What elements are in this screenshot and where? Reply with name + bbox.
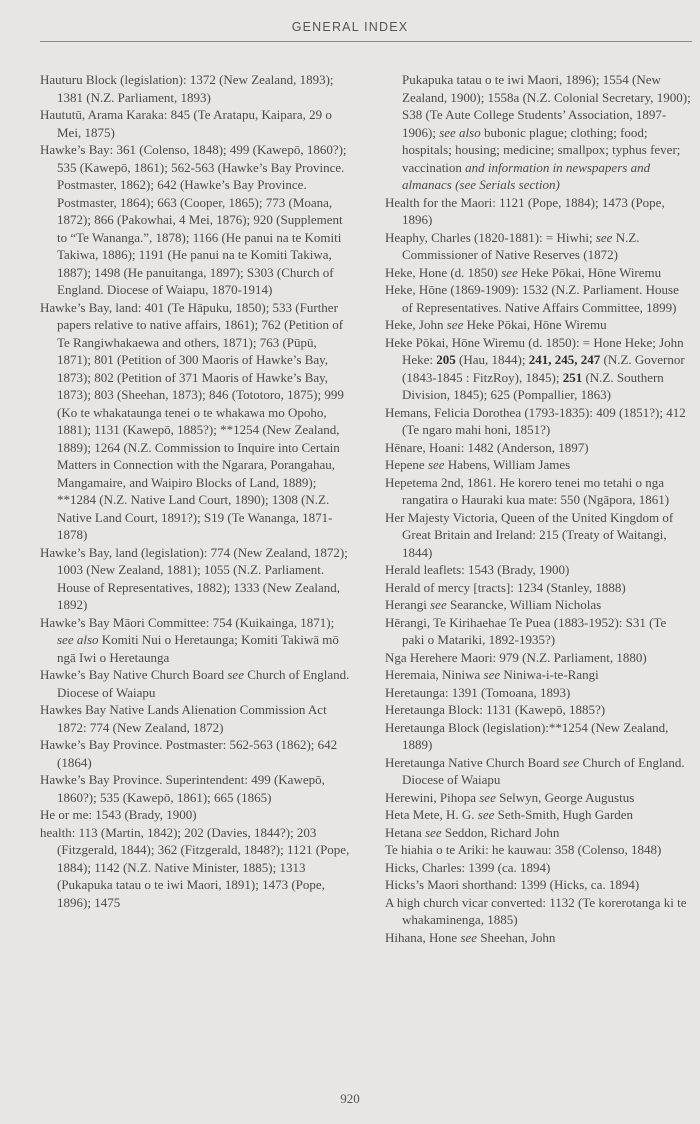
index-entry bbox=[385, 614, 691, 649]
index-entry bbox=[40, 824, 350, 912]
index-entry-text: Heta Mete, H. G. bbox=[385, 807, 478, 822]
index-entry-text: Hetana bbox=[385, 824, 426, 840]
index-entry bbox=[40, 701, 350, 736]
index-entry bbox=[385, 194, 691, 229]
index-entry bbox=[385, 719, 691, 754]
index-entry bbox=[385, 684, 691, 702]
index-entry-text: health: 113 (Martin, 1842); 202 (Davies, 1844?); 203 (Fitzgerald, 1844); 362 (Fitzgerald, 1848?); 1121 (Pope, 1884); 1142 (N.Z. Native Minister, 1885); 1313 (Pukapuka tatau o te iwi Maori, 1891); 1473 (Pope, 1896); 1475 bbox=[40, 824, 350, 910]
index-entry bbox=[385, 789, 691, 807]
index-entry-text: 251 bbox=[562, 369, 583, 385]
index-entry-text: bubonic plague; clothing; food; hospitals; housing; medicine; smallpox; typhus fever; vaccination bbox=[402, 124, 681, 175]
index-entry-text: Heretaunga Block: 1131 (Kawepō, 1885?) bbox=[385, 702, 606, 717]
index-entry-text: Hawke’s Bay Māori Committee: 754 (Kuikainga, 1871); bbox=[40, 614, 335, 630]
index-entry-text: Seddon, Richard John bbox=[441, 824, 560, 840]
index-entry bbox=[40, 771, 350, 806]
index-entry bbox=[40, 71, 350, 106]
index-entry-text: Heaphy, Charles (1820-1881): = Hiwhi; bbox=[385, 229, 596, 245]
index-entry-text: Hawke’s Bay, land (legislation): 774 (New Zealand, 1872); 1003 (New Zealand, 1881); 1055 (N.Z. Parliament. House of Representatives, 1882); 1333 (New Zealand, 1892) bbox=[40, 544, 348, 612]
header-rule bbox=[40, 41, 692, 42]
index-entry bbox=[385, 316, 691, 334]
index-entry-text: Hemans, Felicia Dorothea (1793-1835): 409 (1851?); 412 (Te ngaro mahi honi, 1851?) bbox=[385, 404, 686, 437]
index-entry-text: Heremaia, Niniwa bbox=[385, 667, 484, 682]
index-entry-text: see bbox=[562, 754, 580, 770]
index-entry bbox=[385, 71, 691, 194]
index-entry-text: Haututū, Arama Karaka: 845 (Te Aratapu, Kaipara, 29 o Mei, 1875) bbox=[40, 107, 332, 140]
index-entry bbox=[385, 561, 691, 579]
index-entry-text: Hicks, Charles: 1399 (ca. 1894) bbox=[385, 859, 551, 875]
index-entry-text: Heke Pōkai, Hōne Wiremu (d. 1850): = Hone Heke; John Heke: bbox=[385, 334, 684, 367]
index-entry-text: Hawke’s Bay Province. Postmaster: 562-563 (1862); 642 (1864) bbox=[40, 737, 338, 770]
index-entry bbox=[385, 404, 691, 439]
right-column bbox=[385, 71, 691, 946]
index-entry bbox=[40, 141, 350, 299]
index-entry bbox=[385, 859, 691, 877]
index-entry-text: Sheehan, John bbox=[477, 929, 556, 945]
index-entry bbox=[385, 701, 691, 719]
index-entry-text: Habens, William James bbox=[444, 457, 571, 472]
index-entry bbox=[385, 229, 691, 264]
index-entry-text: Te hiahia o te Ariki: he kauwau: 358 (Colenso, 1848) bbox=[385, 842, 662, 857]
index-entry bbox=[385, 596, 691, 614]
running-header: GENERAL INDEX bbox=[291, 20, 409, 34]
index-entry-text: Hērangi, Te Kirihaehae Te Puea (1883-1952): S31 (Te paki o Matariki, 1892-1935?) bbox=[385, 614, 667, 647]
index-entry bbox=[385, 439, 691, 457]
index-entry-text: Selwyn, George Augustus bbox=[495, 789, 635, 805]
index-entry bbox=[385, 876, 691, 894]
index-entry-text: Heke Pōkai, Hōne Wiremu bbox=[463, 317, 607, 332]
index-entry-text: Health for the Maori: 1121 (Pope, 1884); 1473 (Pope, 1896) bbox=[385, 194, 665, 227]
index-entry bbox=[385, 841, 691, 859]
index-entry-text: see bbox=[446, 317, 464, 332]
index-entry-text: Heretaunga Native Church Board bbox=[385, 754, 563, 770]
index-entry-text: see bbox=[460, 929, 478, 945]
index-entry-text: He or me: 1543 (Brady, 1900) bbox=[40, 807, 197, 822]
index-entry-text: see bbox=[427, 457, 445, 472]
page-number: 920 bbox=[340, 1091, 360, 1106]
index-entry-text: Heke Pōkai, Hōne Wiremu bbox=[517, 264, 662, 280]
index-entry-text: (N.Z. Governor (1843-1845 : FitzRoy), 1845); bbox=[402, 352, 685, 385]
index-entry-text: Heretaunga Block (legislation):**1254 (New Zealand, 1889) bbox=[385, 719, 669, 752]
index-entry-text: Hawke’s Bay, land: 401 (Te Hāpuku, 1850); 533 (Further papers relative to native affairs, 1861); 762 (Petition of Te Rangiwhakaewa and others, 1871); 763 (Pūpū, 1871); 801 (Petition of 300 Maoris of Hawke’s Bay, 1873); 802 (Petition of 371 Maoris of Hawke’s Bay, 1873); 803 (Sheehan, 1873); 846 (Tototoro, 1875); 999 (Ko te whakataunga tenei o te whakawa mo Opoho, 1881); 1131 (Kawepō, 1885?); **1254 (New Zealand, 1889); 1264 (N.Z. Commission to Inquire into Certain Matters in Connection with the Ngarara, Porangahau, Mangamaire, and Waipiro Blocks of Land, 1889); **1284 (N.Z. Native Land Court, 1890); 1308 (N.Z. Native Land Court, 1891?); S19 (Te Wananga, 1871-1878) bbox=[40, 299, 344, 542]
index-entry-text: Hihana, Hone bbox=[385, 929, 461, 945]
index-entry-text: see bbox=[595, 229, 613, 245]
index-entry bbox=[385, 281, 691, 316]
index-entry bbox=[385, 264, 691, 282]
index-entry bbox=[40, 299, 350, 544]
index-entry-text: Hepetema 2nd, 1861. He korero tenei mo tetahi o nga rangatira o Hauraki kua mate: 550 (Ngāpora, 1861) bbox=[385, 474, 670, 507]
index-entry bbox=[40, 544, 350, 614]
index-entry-text: Church of England. Diocese of Waiapu bbox=[402, 754, 685, 787]
index-entry bbox=[385, 824, 691, 842]
index-entry-text: Church of England. Diocese of Waiapu bbox=[57, 667, 350, 700]
index-entry-text: see bbox=[501, 264, 518, 280]
index-entry bbox=[40, 736, 350, 771]
index-entry-text: Heke, John bbox=[385, 317, 447, 332]
index-entry-text: Hepene bbox=[385, 457, 428, 472]
index-entry-text: see bbox=[483, 667, 501, 682]
index-entry-text: Herewini, Pihopa bbox=[385, 789, 480, 805]
index-entry bbox=[40, 614, 350, 667]
index-entry bbox=[385, 666, 691, 684]
index-entry bbox=[385, 929, 691, 947]
index-entry-text: Herald of mercy [tracts]: 1234 (Stanley, 1888) bbox=[385, 579, 626, 595]
index-entry-text: Her Majesty Victoria, Queen of the United Kingdom of Great Britain and Ireland: 215 (Treaty of Waitangi, 1844) bbox=[385, 509, 674, 560]
index-entry-text: see also bbox=[57, 632, 99, 647]
index-entry-text: Komiti Nui o Heretaunga; Komiti Takiwā mō ngā Iwi o Heretaunga bbox=[57, 632, 339, 665]
index-entry-text: Herald leaflets: 1543 (Brady, 1900) bbox=[385, 562, 570, 577]
index-entry bbox=[40, 666, 350, 701]
index-entry bbox=[385, 754, 691, 789]
index-entry-text: Hawke’s Bay: 361 (Colenso, 1848); 499 (Kawepō, 1860?); 535 (Kawepō, 1861); 562-563 (Hawke’s Bay Province. Postmaster, 1862); 642 (Hawke’s Bay Province. Postmaster, 1864); 663 (Cooper, 1865); 773 (Moana, 1872); 866 (Pakowhai, 4 Mei, 1876); 920 (Supplement to “Te Wananga.”, 1878); 1166 (He panui na te Komiti Takiwa, 1886); 1191 (He panui na te Komiti Takiwa, 1887); 1498 (He panuitanga, 1897); S303 (Church of England. Diocese of Waiapu, 1870-1914) bbox=[40, 142, 347, 297]
index-entry bbox=[385, 649, 691, 667]
index-entry-text: Pukapuka tatau o te iwi Maori, 1896); 1554 (New Zealand, 1900); 1558a (N.Z. Colonial Secretary, 1900); S38 (Te Aute College Students’ Association, 1897-1906); bbox=[402, 72, 691, 140]
index-entry-text: Hawkes Bay Native Lands Alienation Commission Act 1872: 774 (New Zealand, 1872) bbox=[40, 702, 327, 735]
index-entry-text: Hawke’s Bay Native Church Board bbox=[40, 667, 228, 682]
index-entry-text: Nga Herehere Maori: 979 (N.Z. Parliament, 1880) bbox=[385, 649, 647, 665]
index-entry-text: see bbox=[477, 807, 495, 822]
left-column bbox=[40, 71, 350, 911]
index-entry-text: N.Z. Commissioner of Native Reserves (1872) bbox=[402, 229, 640, 262]
index-entry-text: see bbox=[479, 789, 496, 805]
index-entry bbox=[385, 509, 691, 562]
index-entry-text: Seth-Smith, Hugh Garden bbox=[494, 807, 634, 822]
index-entry bbox=[40, 106, 350, 141]
index-entry-text: and information in newspapers and almanacs (see Serials section) bbox=[402, 159, 651, 192]
index-entry-text: Heke, Hone (d. 1850) bbox=[385, 264, 502, 280]
index-entry-text: see bbox=[227, 667, 244, 682]
index-entry-text: 205 bbox=[436, 352, 456, 367]
index-entry-text: (Hau, 1844); bbox=[455, 352, 529, 367]
index-entry-text: Hicks’s Maori shorthand: 1399 (Hicks, ca. 1894) bbox=[385, 877, 640, 892]
index-entry-text: Heretaunga: 1391 (Tomoana, 1893) bbox=[385, 684, 571, 700]
index-entry-text: (N.Z. Southern Division, 1845); 625 (Pompallier, 1863) bbox=[402, 369, 664, 402]
index-entry-text: see bbox=[425, 824, 442, 840]
index-entry bbox=[385, 474, 691, 509]
index-entry-text: A high church vicar converted: 1132 (Te korerotanga ki te whakaminenga, 1885) bbox=[385, 894, 687, 927]
index-entry-text: Niniwa-i-te-Rangi bbox=[500, 667, 599, 682]
index-entry-text: Hauturu Block (legislation): 1372 (New Zealand, 1893); 1381 (N.Z. Parliament, 1893) bbox=[40, 72, 334, 105]
index-entry-text: Heke, Hōne (1869-1909): 1532 (N.Z. Parliament. House of Representatives. Native Affairs Committee, 1899) bbox=[385, 282, 679, 315]
index-entry bbox=[385, 806, 691, 824]
index-entry bbox=[385, 334, 691, 404]
index-entry-text: Hēnare, Hoani: 1482 (Anderson, 1897) bbox=[385, 439, 589, 455]
index-entry-text: see bbox=[430, 597, 447, 612]
index-entry-text: Herangi bbox=[385, 597, 431, 612]
index-entry-text: see also bbox=[439, 124, 481, 140]
index-entry-text: Searancke, William Nicholas bbox=[446, 597, 602, 612]
index-entry-text: 241, 245, 247 bbox=[528, 352, 601, 367]
index-entry-text: Hawke’s Bay Province. Superintendent: 499 (Kawepō, 1860?); 535 (Kawepō, 1861); 665 (1865) bbox=[40, 772, 325, 805]
index-entry bbox=[40, 806, 350, 824]
index-entry bbox=[385, 456, 691, 474]
index-entry bbox=[385, 579, 691, 597]
index-entry bbox=[385, 894, 691, 929]
